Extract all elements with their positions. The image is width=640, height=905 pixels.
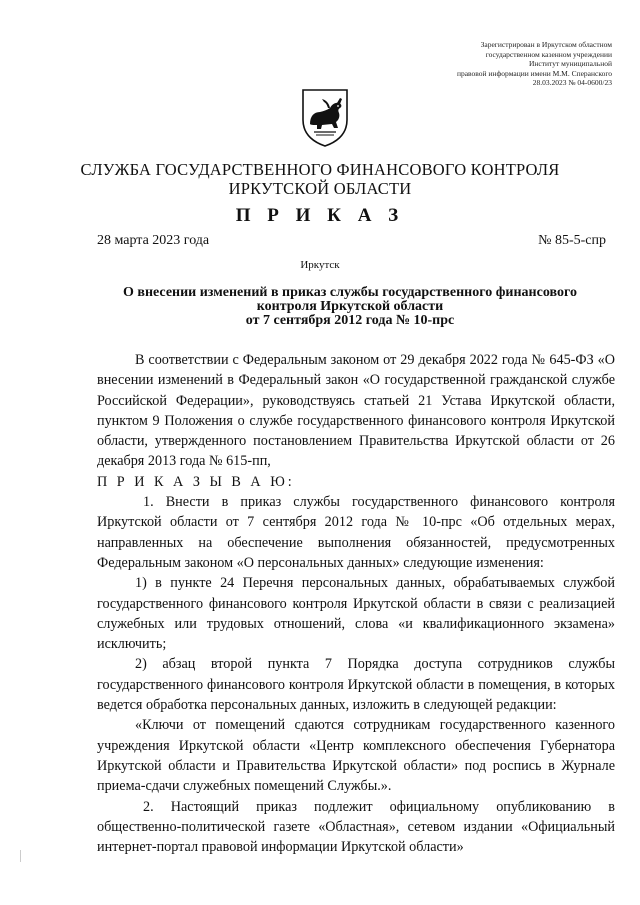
subject-line: контроля Иркутской области [256,299,444,314]
document-type: П Р И К А З [235,205,405,226]
registration-line: правовой информации имени М.М. Сперанского [456,68,612,78]
preamble-paragraph: В соответствии с Федеральным законом от 29 декабря 2022 года № 645-ФЗ «О внесении изменений в Федеральный закон «О государственной гражданской службе Российской Федерации», руководствуясь статьей 21 Устава Иркутской области, пунктом 9 Положения о службе государственного финансового контроля Иркутской области, утвержденного постановлением Правительства Иркутской области от 26 декабря 2013 года № 615-пп, [97,352,615,470]
coat-of-arms-icon [300,86,350,148]
organization-region: ИРКУТСКОЙ ОБЛАСТИ [228,179,412,198]
document-body [97,350,615,857]
scan-mark [20,850,21,862]
item-1-paragraph: 1. Внести в приказ службы государственного финансового контроля Иркутской области от 7 сентября 2012 года № 10-прс «Об отдельных мерах, направленных на обеспечение выполнения обязанностей, предусмотренных Федеральным законом «О персональных данных» следующие изменения: [97,494,615,571]
registration-line: Зарегистрирован в Иркутском областном [480,40,612,49]
item-2-paragraph: 2. Настоящий приказ подлежит официальному опубликованию в общественно-политической газете «Областная», сетевом издании «Официальный интернет-портал правовой информации Иркутской области» [97,798,615,856]
document-city: Иркутск [300,259,340,271]
registration-stamp [382,40,612,88]
document-date: 28 марта 2023 года [97,233,210,248]
organization-name: СЛУЖБА ГОСУДАРСТВЕННОГО ФИНАНСОВОГО КОНТРОЛЯ [80,160,560,179]
document-subject [60,286,640,328]
quote-paragraph: «Ключи от помещений сдаются сотрудникам государственного казенного учреждения Иркутской области «Центр комплексного обеспечения Губернатора Иркутской области и Правительства Иркутской области» под роспись в Журнале приема-сдачи служебных помещений Службы.». [97,717,615,795]
registration-line: Институт муниципальной [528,59,612,68]
subject-line: О внесении изменений в приказ службы государственного финансового [123,285,577,300]
item-1-1-paragraph: 1) в пункте 24 Перечня персональных данных, обрабатываемых службой государственного финансового контроля Иркутской области в связи с реализацией служебных или трудовых отношений, слова «и квалификационного экзамена» исключить; [97,575,615,653]
registration-date: 28.03.2023 № 04-0600/23 [532,78,612,87]
document-number: № 85-5-спр [538,233,606,248]
subject-line: от 7 сентября 2012 года № 10-прс [245,313,455,328]
order-word: П Р И К А З Ы В А Ю: [97,473,295,490]
registration-line: государственном казенном учреждении [485,49,612,59]
item-1-2-paragraph: 2) абзац второй пункта 7 Порядка доступа сотрудников службы государственного финансового контроля Иркутской области в помещения, в которых ведется обработка персональных данных, изложить в следующей редакции: [97,656,615,714]
